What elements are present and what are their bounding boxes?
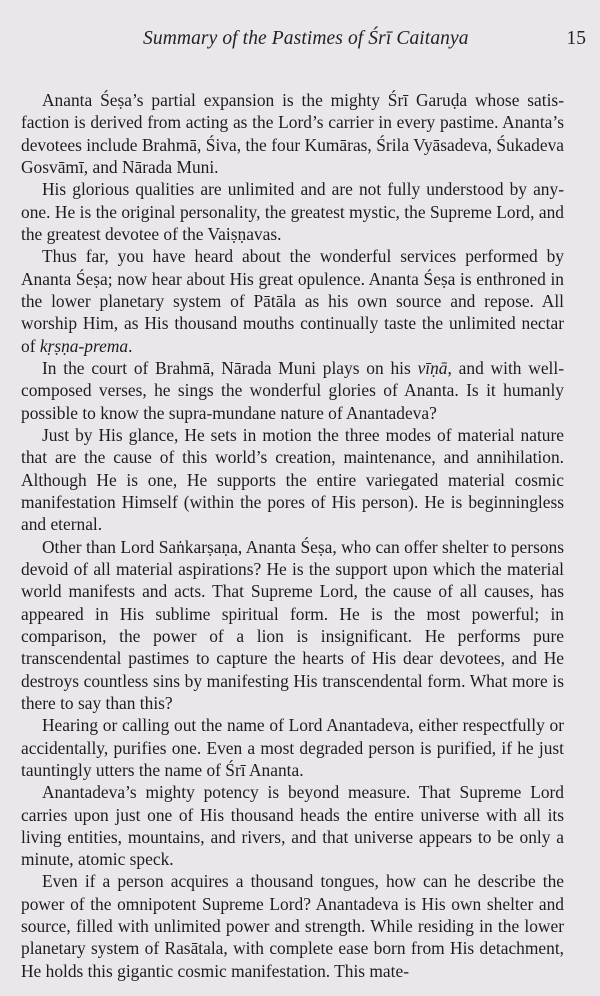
page-header: [0, 28, 600, 54]
paragraph: Just by His glance, He sets in motion the three modes of material nature that are the cause of this world’s creation, maintenance, and annihilation. Although He is one, He supports the entire variegated material cosmic manifestation Himself (within the pores of His person). He is beginningless and eternal.: [21, 424, 564, 535]
paragraph: Hearing or calling out the name of Lord Anantadeva, either respectfully or accidentally, purifies one. Even a most degraded person is purified, if he just tauntingly utters the name of Śrī Ananta.: [21, 715, 564, 780]
paragraph: Ananta Śeṣa’s partial expansion is the mighty Śrī Garuḍa whose satisfaction is derived from acting as the Lord’s carrier in every pastime. Ananta’s devotees include Brahmā, Śiva, the four Kumāras, Śrila Vyāsadeva, Śukadeva Gosvāmī, and Nārada Muni.: [21, 90, 564, 177]
paragraph: Anantadeva’s mighty potency is beyond measure. That Supreme Lord carries upon just one of His thousand heads the entire universe with all its living entities, mountains, and rivers, and that universe appears to be only a minute, atomic speck.: [21, 782, 564, 870]
running-title: Summary of the Pastimes of Śrī Caitanya: [143, 28, 469, 49]
paragraph: Other than Lord Saṅkarṣaṇa, Ananta Śeṣa, who can offer shelter to persons devoid of all material aspirations? He is the support upon which the material world manifests and acts. That Supreme Lord, the cause of all causes, has appeared in His sublime spiritual form. He is the most powerful; in comparison, the power of a lion is insignificant. He performs pure transcendental pastimes to capture the hearts of His dear devotees, and He destroys countless sins by manifesting His transcendental form. What more is there to say than this?: [21, 536, 564, 713]
paragraph: Thus far, you have heard about the wonderful services performed by Ananta Śeṣa; now hear about His great opulence. Ananta Śeṣa is enthroned in the lower planetary system of Pātāla as his own source and repose. All worship Him, as His thousand mouths continually taste the unlimited nectar of kṛṣṇa-prema.: [21, 246, 564, 356]
paragraph: In the court of Brahmā, Nārada Muni plays on his vīṇā, and with well-composed verses, he sings the wonderful glories of Ananta. Is it humanly possible to know the supra-mundane nature of Anantadeva?: [21, 357, 564, 423]
body-text: [21, 89, 564, 982]
page-number: 15: [566, 28, 586, 49]
italic-term: kṛṣṇa-prema: [39, 335, 129, 356]
paragraph: Even if a person acquires a thousand tongues, how can he describe the power of the omnipotent Supreme Lord? Anantadeva is His own shelter and source, filled with unlimited power and strength. While residing in the lower planetary system of Rasātala, with complete ease born from His detachment, He holds this gigantic cosmic manifestation. This mate-: [21, 871, 564, 981]
paragraph: His glorious qualities are unlimited and are not fully understood by anyone. He is the original personality, the greatest mystic, the Supreme Lord, and the greatest devotee of the Vaiṣṇavas.: [21, 179, 564, 244]
italic-term: vīṇā: [417, 357, 448, 378]
